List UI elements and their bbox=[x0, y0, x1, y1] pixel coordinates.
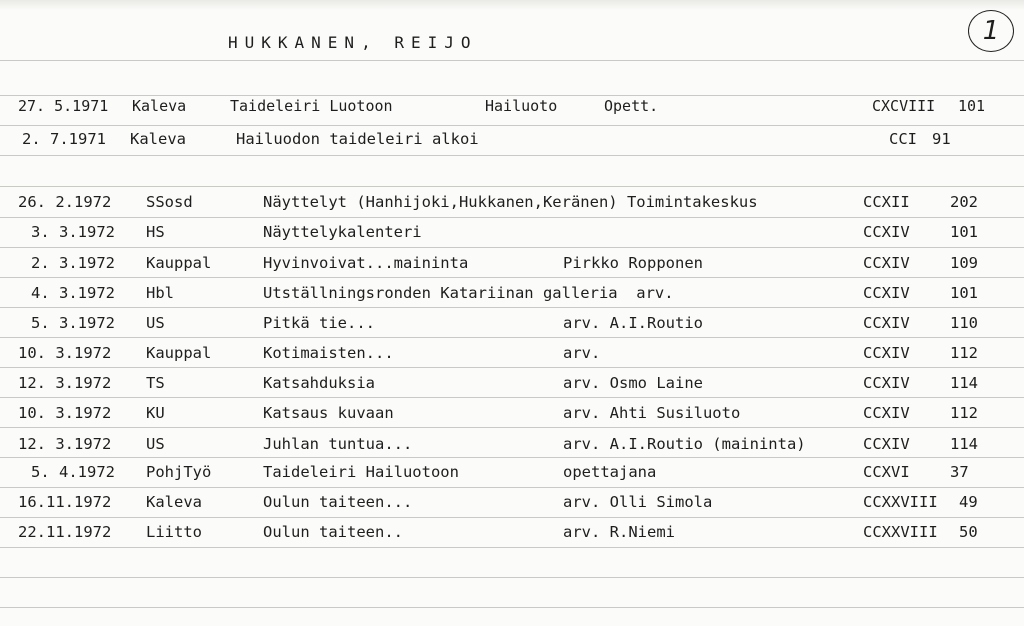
entry-author: arv. Olli Simola bbox=[563, 493, 713, 511]
entry-title: Katsahduksia bbox=[263, 374, 375, 392]
rule-line bbox=[0, 547, 1024, 548]
entry-source: Kaleva bbox=[146, 493, 202, 511]
entry-volume: CCXVI bbox=[863, 463, 910, 481]
entry-author: opettajana bbox=[563, 463, 657, 481]
entry-volume: CCXII bbox=[863, 193, 910, 211]
entry-source: Kaleva bbox=[132, 97, 187, 115]
card-number-circle: 1 bbox=[968, 10, 1014, 52]
entry-author: arv. A.I.Routio bbox=[563, 314, 703, 332]
entry-title: Oulun taiteen.. bbox=[263, 523, 403, 541]
rule-line bbox=[0, 155, 1024, 156]
table-row bbox=[0, 217, 1024, 247]
entry-page: 37 bbox=[950, 463, 969, 481]
entry-date: 2. 7.1971 bbox=[22, 130, 106, 148]
entry-date: 22.11.1972 bbox=[18, 523, 112, 541]
entry-page: 112 bbox=[950, 344, 978, 362]
entry-source: Kaleva bbox=[130, 130, 186, 148]
entry-date: 5. 3.1972 bbox=[31, 314, 115, 332]
entry-source: Kauppal bbox=[146, 344, 212, 362]
entry-page: 101 bbox=[950, 223, 978, 241]
rule-line bbox=[0, 577, 1024, 578]
entry-author: arv. bbox=[563, 344, 601, 362]
entry-title: Utställningsronden Katariinan galleria arv. bbox=[263, 284, 674, 302]
table-row bbox=[0, 517, 1024, 547]
entry-page: 109 bbox=[950, 254, 978, 272]
table-row bbox=[0, 91, 1024, 121]
entry-page: 101 bbox=[958, 97, 986, 115]
entry-source: US bbox=[146, 435, 165, 453]
rule-line bbox=[0, 60, 1024, 61]
entry-date: 10. 3.1972 bbox=[18, 344, 112, 362]
entry-date: 4. 3.1972 bbox=[31, 284, 115, 302]
table-row bbox=[0, 338, 1024, 368]
entry-source: Kauppal bbox=[146, 254, 212, 272]
table-row bbox=[0, 487, 1024, 517]
entry-volume: CCXIV bbox=[863, 254, 910, 272]
entry-volume: CCXXVIII bbox=[863, 493, 938, 511]
entry-volume: CCXIV bbox=[863, 314, 910, 332]
entry-author: arv. Osmo Laine bbox=[563, 374, 703, 392]
entry-date: 16.11.1972 bbox=[18, 493, 112, 511]
entry-title: Katsaus kuvaan bbox=[263, 404, 394, 422]
entry-title: Taideleiri Luotoon bbox=[230, 97, 393, 115]
entry-volume: CCXXVIII bbox=[863, 523, 938, 541]
entry-volume: CCXIV bbox=[863, 284, 910, 302]
table-row bbox=[0, 124, 1024, 154]
entry-author: Pirkko Ropponen bbox=[563, 254, 703, 272]
entry-page: 49 bbox=[959, 493, 978, 511]
entry-volume: CXCVIII bbox=[872, 97, 936, 115]
entry-title: Näyttelyt (Hanhijoki,Hukkanen,Keränen) Toimintakeskus bbox=[263, 193, 758, 211]
entry-page: 202 bbox=[950, 193, 978, 211]
entry-date: 2. 3.1972 bbox=[31, 254, 115, 272]
entry-source: HS bbox=[146, 223, 165, 241]
entry-source: Hbl bbox=[146, 284, 174, 302]
entry-author: arv. Ahti Susiluoto bbox=[563, 404, 741, 422]
table-row bbox=[0, 398, 1024, 428]
table-row bbox=[0, 278, 1024, 308]
entry-volume: CCXIV bbox=[863, 404, 910, 422]
entry-date: 12. 3.1972 bbox=[18, 435, 112, 453]
entry-date: 27. 5.1971 bbox=[18, 97, 109, 115]
entry-title: Juhlan tuntua... bbox=[263, 435, 413, 453]
table-row bbox=[0, 308, 1024, 338]
card-header-name: HUKKANEN, REIJO bbox=[228, 33, 478, 52]
entry-author: arv. A.I.Routio (maininta) bbox=[563, 435, 806, 453]
entry-volume: CCXIV bbox=[863, 374, 910, 392]
entry-date: 12. 3.1972 bbox=[18, 374, 112, 392]
entry-page: 101 bbox=[950, 284, 978, 302]
entry-author: arv. R.Niemi bbox=[563, 523, 675, 541]
entry-source: TS bbox=[146, 374, 165, 392]
entry-date: 26. 2.1972 bbox=[18, 193, 112, 211]
entry-volume: CCI bbox=[889, 130, 917, 148]
entry-title: Hailuodon taideleiri alkoi bbox=[236, 130, 479, 148]
entry-volume: CCXIV bbox=[863, 223, 910, 241]
entry-page: 114 bbox=[950, 374, 978, 392]
entry-source: PohjTyö bbox=[146, 463, 212, 481]
card-top-edge bbox=[0, 0, 1024, 10]
table-row bbox=[0, 457, 1024, 487]
entry-source: KU bbox=[146, 404, 165, 422]
entry-title: Pitkä tie... bbox=[263, 314, 375, 332]
entry-title: Hyvinvoivat...maininta bbox=[263, 254, 469, 272]
entry-volume: CCXIV bbox=[863, 435, 910, 453]
table-row bbox=[0, 429, 1024, 459]
entry-title: Oulun taiteen... bbox=[263, 493, 413, 511]
entry-title: Kotimaisten... bbox=[263, 344, 394, 362]
entry-page: 50 bbox=[959, 523, 978, 541]
table-row bbox=[0, 187, 1024, 217]
entry-date: 10. 3.1972 bbox=[18, 404, 112, 422]
table-row bbox=[0, 368, 1024, 398]
entry-title: Taideleiri Hailuotoon bbox=[263, 463, 459, 481]
entry-source: SSosd bbox=[146, 193, 193, 211]
entry-note: Opett. bbox=[604, 97, 659, 115]
entry-date: 3. 3.1972 bbox=[31, 223, 115, 241]
entry-page: 112 bbox=[950, 404, 978, 422]
table-row bbox=[0, 248, 1024, 278]
entry-volume: CCXIV bbox=[863, 344, 910, 362]
entry-page: 110 bbox=[950, 314, 978, 332]
entry-page: 114 bbox=[950, 435, 978, 453]
rule-line bbox=[0, 607, 1024, 608]
entry-title: Näyttelykalenteri bbox=[263, 223, 422, 241]
entry-source: US bbox=[146, 314, 165, 332]
entry-place: Hailuoto bbox=[485, 97, 558, 115]
entry-date: 5. 4.1972 bbox=[31, 463, 115, 481]
entry-page: 91 bbox=[932, 130, 951, 148]
entry-source: Liitto bbox=[146, 523, 202, 541]
